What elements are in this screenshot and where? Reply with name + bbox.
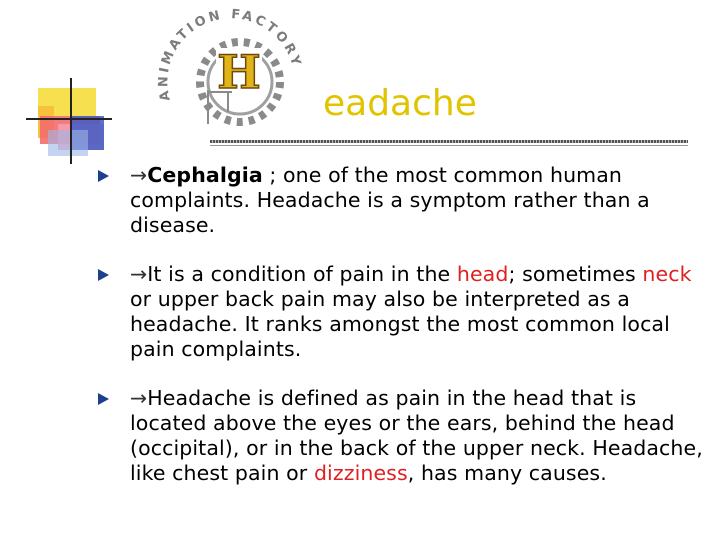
slide-title: eadache xyxy=(323,83,477,124)
logo-arc-text: ANIMATION FACTORY xyxy=(156,7,305,103)
deco-block-lightblue xyxy=(48,130,88,156)
arrow-icon: → xyxy=(130,262,148,286)
bullet-list xyxy=(96,163,706,510)
animation-factory-logo xyxy=(150,0,310,140)
term-cephalgia: Cephalgia xyxy=(147,163,263,187)
bullet-text: Headache is defined as pain in the head that is located above the eyes or the ears, behind the head (occipital), or in the back of the upper neck. Headache, like chest pain or xyxy=(130,386,703,485)
bullet-item-2 xyxy=(96,262,706,362)
bullet-triangle-icon xyxy=(98,170,109,182)
link-head[interactable]: head xyxy=(456,262,509,286)
logo-letter: H xyxy=(217,45,261,99)
bullet-text: ; one of the most common human complaints. Headache is a symptom rather than a disease. xyxy=(130,163,650,237)
bullet-text: , has many causes. xyxy=(407,461,607,485)
bullet-item-3 xyxy=(96,386,706,486)
bullet-item-1 xyxy=(96,163,706,238)
bullet-text: ; sometimes xyxy=(508,262,643,286)
arrow-icon: → xyxy=(130,163,148,187)
deco-vertical-line xyxy=(70,78,72,164)
bullet-triangle-icon xyxy=(98,393,109,405)
link-dizziness[interactable]: dizziness xyxy=(313,461,408,485)
arrow-icon: → xyxy=(130,386,148,410)
bullet-text: It is a condition of pain in the xyxy=(147,262,457,286)
deco-horizontal-line xyxy=(26,118,112,120)
title-underline-thin xyxy=(210,145,688,146)
bullet-text: or upper back pain may also be interpreted as a headache. It ranks amongst the most common local pain complaints. xyxy=(130,287,670,361)
bullet-triangle-icon xyxy=(98,269,109,281)
link-neck[interactable]: neck xyxy=(642,262,692,286)
title-underline xyxy=(210,140,688,143)
